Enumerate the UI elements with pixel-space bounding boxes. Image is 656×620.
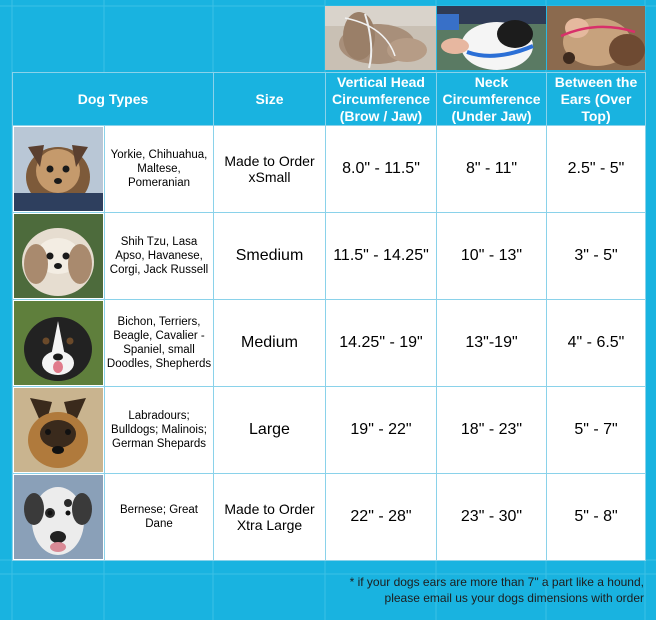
- breed-list: Yorkie, Chihuahua, Maltese, Pomeranian: [105, 126, 214, 213]
- between-ears: 3" - 5": [547, 213, 646, 300]
- between-ears: 4" - 6.5": [547, 300, 646, 387]
- head-circumference: 14.25" - 19": [326, 300, 437, 387]
- table-row: [13, 387, 646, 474]
- yorkie-photo: [13, 126, 105, 213]
- head-circumference: 19" - 22": [326, 387, 437, 474]
- neck-circumference: 10" - 13": [437, 213, 547, 300]
- size-name: Made to Order xSmall: [214, 126, 326, 213]
- neck-circumference: 13"-19": [437, 300, 547, 387]
- size-name: Smedium: [214, 213, 326, 300]
- neck-circumference: 18" - 23": [437, 387, 547, 474]
- neck-circumference: 23" - 30": [437, 474, 547, 561]
- head-circumference: 8.0" - 11.5": [326, 126, 437, 213]
- table-row: [13, 474, 646, 561]
- header-size: Size: [214, 73, 326, 126]
- header-vertical-head: Vertical Head Circumference (Brow / Jaw): [326, 73, 437, 126]
- german-shepherd-photo: [13, 387, 105, 474]
- head-measure-photo: [325, 6, 436, 70]
- neck-measure-photo: [437, 6, 546, 70]
- ears-measure-photo: [547, 6, 645, 70]
- size-name: Made to Order Xtra Large: [214, 474, 326, 561]
- table-header-row: [13, 73, 646, 126]
- great-dane-photo: [13, 474, 105, 561]
- aussie-photo: [13, 300, 105, 387]
- table-row: [13, 126, 646, 213]
- header-dog-types: Dog Types: [13, 73, 214, 126]
- between-ears: 2.5" - 5": [547, 126, 646, 213]
- shih-tzu-photo: [13, 213, 105, 300]
- table-row: [13, 300, 646, 387]
- header-neck: Neck Circumference (Under Jaw): [437, 73, 547, 126]
- neck-circumference: 8" - 11": [437, 126, 547, 213]
- head-circumference: 11.5" - 14.25": [326, 213, 437, 300]
- size-chart-table: [12, 72, 646, 561]
- size-name: Medium: [214, 300, 326, 387]
- header-between-ears: Between the Ears (Over Top): [547, 73, 646, 126]
- breed-list: Bernese; Great Dane: [105, 474, 214, 561]
- table-row: [13, 213, 646, 300]
- between-ears: 5" - 7": [547, 387, 646, 474]
- breed-list: Labradours; Bulldogs; Malinois; German Shepards: [105, 387, 214, 474]
- between-ears: 5" - 8": [547, 474, 646, 561]
- breed-list: Shih Tzu, Lasa Apso, Havanese, Corgi, Jack Russell: [105, 213, 214, 300]
- head-circumference: 22" - 28": [326, 474, 437, 561]
- size-name: Large: [214, 387, 326, 474]
- footnote-note: * if your dogs ears are more than 7" a part like a hound, please email us your dogs dimensions with order: [349, 575, 644, 605]
- breed-list: Bichon, Terriers, Beagle, Cavalier - Spaniel, small Doodles, Shepherds: [105, 300, 214, 387]
